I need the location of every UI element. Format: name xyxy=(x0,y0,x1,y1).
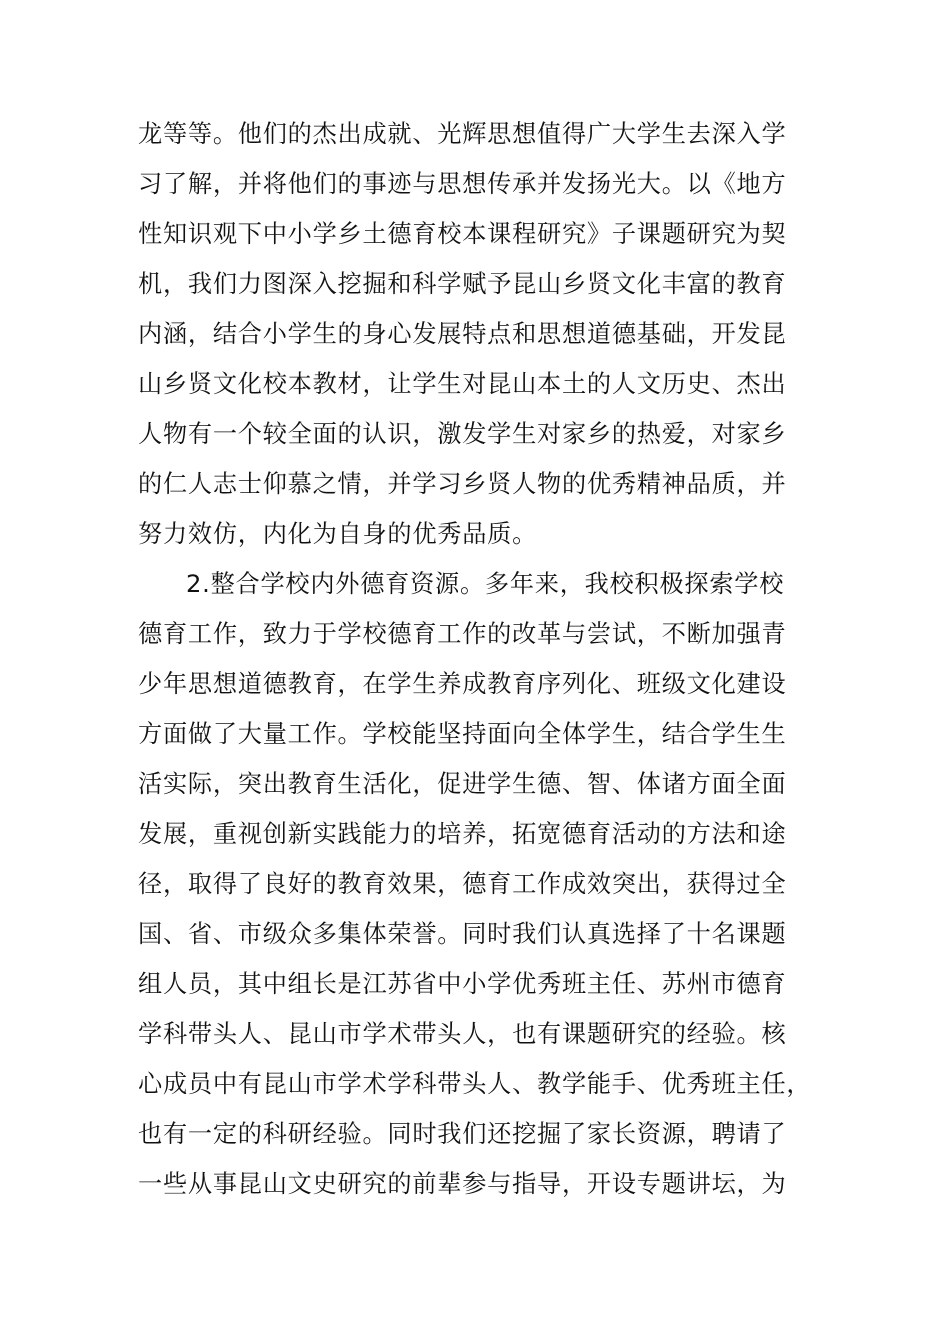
text-line-7: 人物有一个较全面的认识，激发学生对家乡的热爱，对家乡 xyxy=(138,420,787,448)
text-line-4: 机，我们力图深入挖掘和科学赋予昆山乡贤文化丰富的教育 xyxy=(138,270,787,298)
text-line-20: 心成员中有昆山市学术学科带头人、教学能手、优秀班主任， xyxy=(138,1070,812,1098)
text-line-21: 也有一定的科研经验。同时我们还挖掘了家长资源，聘请了 xyxy=(138,1120,787,1148)
text-line-14: 活实际，突出教育生活化，促进学生德、智、体诸方面全面 xyxy=(138,770,787,798)
text-line-6: 山乡贤文化校本教材，让学生对昆山本土的人文历史、杰出 xyxy=(138,370,787,398)
text-line-8: 的仁人志士仰慕之情，并学习乡贤人物的优秀精神品质，并 xyxy=(138,470,787,498)
text-line-17: 国、省、市级众多集体荣誉。同时我们认真选择了十名课题 xyxy=(138,920,787,948)
text-line-22: 一些从事昆山文史研究的前辈参与指导，开设专题讲坛，为 xyxy=(138,1170,787,1198)
text-line-18: 组人员，其中组长是江苏省中小学优秀班主任、苏州市德育 xyxy=(138,970,787,998)
text-line-19: 学科带头人、昆山市学术带头人，也有课题研究的经验。核 xyxy=(138,1020,787,1048)
paragraph-2-first-line: 2.整合学校内外德育资源。多年来，我校积极探索学校 xyxy=(186,570,785,598)
text-line-1: 龙等等。他们的杰出成就、光辉思想值得广大学生去深入学 xyxy=(138,120,787,148)
text-line-16: 径，取得了良好的教育效果，德育工作成效突出，获得过全 xyxy=(138,870,787,898)
text-line-12: 少年思想道德教育，在学生养成教育序列化、班级文化建设 xyxy=(138,670,787,698)
text-line-2: 习了解，并将他们的事迹与思想传承并发扬光大。以《地方 xyxy=(138,170,787,198)
text-line-9: 努力效仿，内化为自身的优秀品质。 xyxy=(138,520,538,548)
text-line-3: 性知识观下中小学乡土德育校本课程研究》子课题研究为契 xyxy=(138,220,787,248)
text-line-11: 德育工作，致力于学校德育工作的改革与尝试，不断加强青 xyxy=(138,620,787,648)
text-line-15: 发展，重视创新实践能力的培养，拓宽德育活动的方法和途 xyxy=(138,820,787,848)
text-line-13: 方面做了大量工作。学校能坚持面向全体学生，结合学生生 xyxy=(138,720,787,748)
text-line-5: 内涵，结合小学生的身心发展特点和思想道德基础，开发昆 xyxy=(138,320,787,348)
